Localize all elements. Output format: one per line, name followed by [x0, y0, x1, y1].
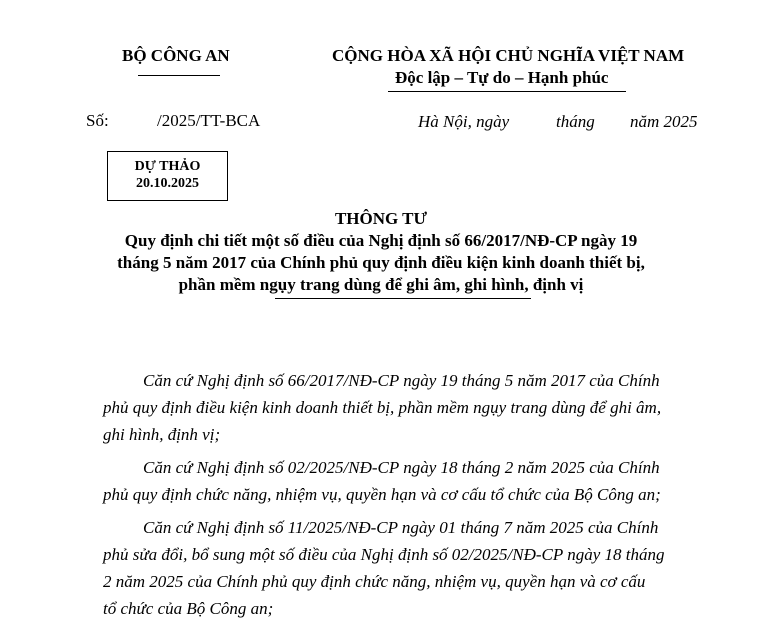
subject-line: phần mềm ngụy trang dùng để ghi âm, ghi hình, định vị — [178, 275, 584, 294]
document-number-label: Số: — [86, 111, 109, 130]
document-number-value: /2025/TT-BCA — [157, 111, 261, 130]
place-date-month: tháng — [556, 112, 595, 131]
paragraph-line: 2 năm 2025 của Chính phủ quy định chức năng, nhiệm vụ, quyền hạn và cơ cấu — [103, 572, 646, 591]
national-title: CỘNG HÒA XÃ HỘI CHỦ NGHĨA VIỆT NAM — [332, 46, 685, 65]
paragraph-line: Căn cứ Nghị định số 66/2017/NĐ-CP ngày 19 tháng 5 năm 2017 của Chính — [143, 371, 660, 390]
motto-underline — [388, 91, 626, 92]
paragraph-line: Căn cứ Nghị định số 02/2025/NĐ-CP ngày 18 tháng 2 năm 2025 của Chính — [143, 458, 660, 477]
document-type: THÔNG TƯ — [334, 209, 428, 228]
draft-stamp — [107, 151, 228, 201]
draft-stamp-label: DỰ THẢO — [134, 159, 201, 174]
national-motto: Độc lập – Tự do – Hạnh phúc — [395, 68, 609, 87]
preamble-paragraph — [103, 367, 661, 448]
draft-stamp-date: 20.10.2025 — [136, 176, 199, 191]
paragraph-line: ghi hình, định vị; — [103, 425, 221, 444]
agency-underline — [138, 75, 220, 76]
preamble-paragraph — [103, 454, 661, 508]
subject-line: tháng 5 năm 2017 của Chính phủ quy định điều kiện kinh doanh thiết bị, — [117, 253, 645, 272]
paragraph-line: phủ sửa đổi, bổ sung một số điều của Nghị định số 02/2025/NĐ-CP ngày 18 tháng — [103, 545, 665, 564]
subject-line: Quy định chi tiết một số điều của Nghị định số 66/2017/NĐ-CP ngày 19 — [124, 231, 638, 250]
place-date-year: năm 2025 — [630, 112, 698, 131]
paragraph-line: tổ chức của Bộ Công an; — [103, 599, 274, 618]
issuing-agency: BỘ CÔNG AN — [122, 46, 230, 65]
paragraph-line: phủ quy định điều kiện kinh doanh thiết bị, phần mềm ngụy trang dùng để ghi âm, — [103, 398, 662, 417]
subject-underline — [275, 298, 531, 299]
place-date-day: Hà Nội, ngày — [418, 112, 510, 131]
preamble-paragraph — [103, 514, 664, 622]
paragraph-line: Căn cứ Nghị định số 11/2025/NĐ-CP ngày 01 tháng 7 năm 2025 của Chính — [143, 518, 659, 537]
paragraph-line: phủ quy định chức năng, nhiệm vụ, quyền hạn và cơ cấu tổ chức của Bộ Công an; — [103, 485, 661, 504]
document-subject — [0, 230, 762, 296]
